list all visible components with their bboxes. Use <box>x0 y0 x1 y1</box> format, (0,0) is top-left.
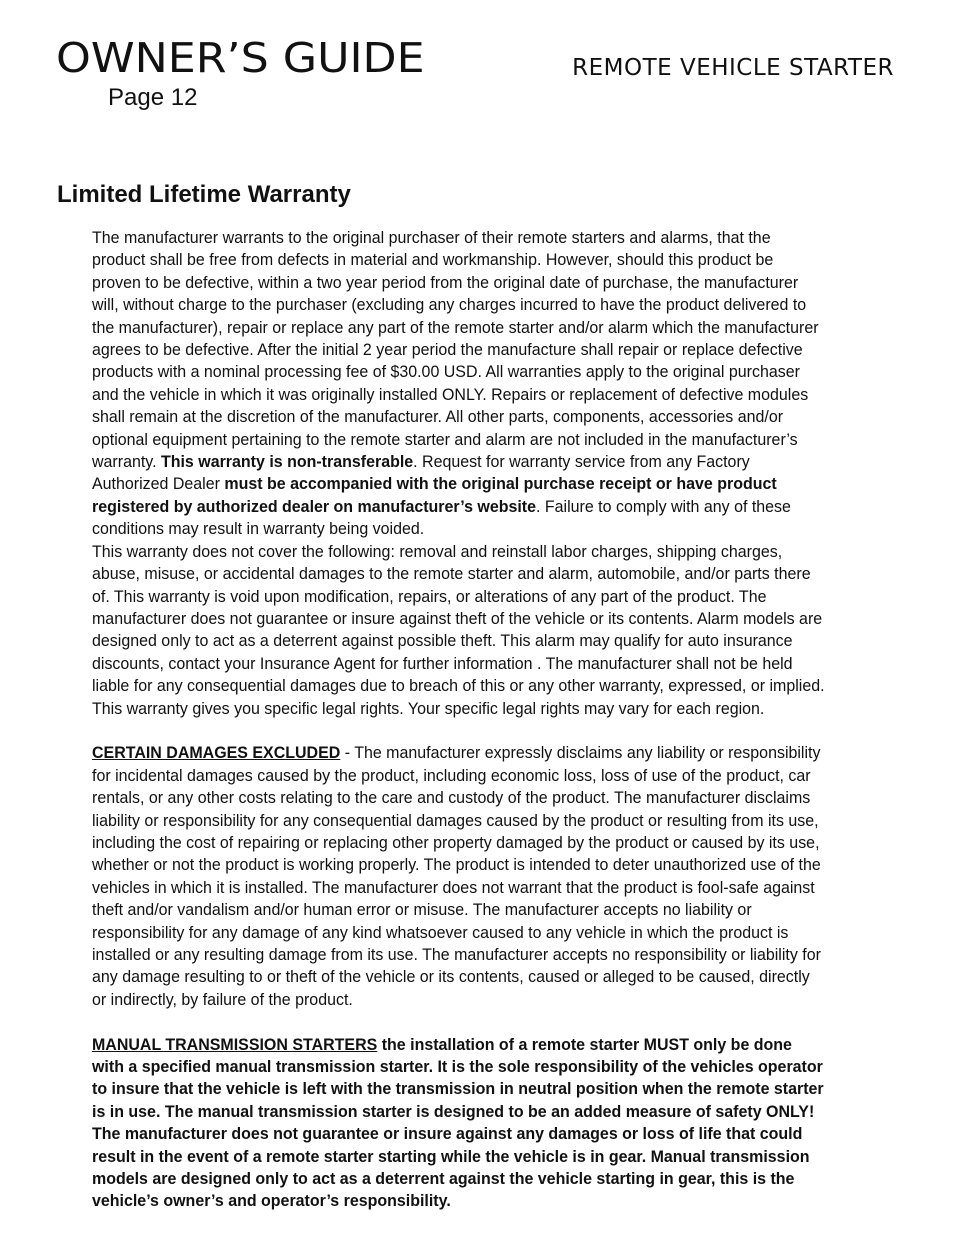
receipt-requirement: must be accompanied with the original purchase receipt or have product registered by authorized dealer on manufacturer’s website <box>92 474 777 516</box>
warranty-text-3: . Failure to comply with any of these conditions may result in warranty being voided. <box>92 496 791 539</box>
damages-text: - The manufacturer expressly disclaims any liability or responsibility for incidental damages caused by the product, including economic loss, loss of use of the product, car rentals, or any other costs relating to the care and custody of the product. The manufacturer disclaims liability or responsibility for any consequential damages caused by the product or resulting from its use, including the cost of repairing or replacing other property damaged by the product or caused by its use, whether or not the product is working properly. The product is intended to deter unauthorized use of the vehicles in which it is installed. The manufacturer does not warrant that the product is fool-safe against theft and/or vandalism and/or human error or misuse. The manufacturer accepts no liability or responsibility for any damage of any kind whatsoever caused to any vehicle in which the product is installed or any resulting damage from its use. The manufacturer accepts no responsibility or liability for any damage resulting to or theft of the vehicle or its contents, caused or alleged to be caused, directly or indirectly, by failure of the product. <box>92 743 821 1009</box>
coverage-paragraph: This warranty does not cover the following: removal and reinstall labor charges, shipping charges, abuse, misuse, or accidental damages to the remote starter and alarm, automobile, and/or parts there of. This warranty is void upon modification, repairs, or alterations of any part of the product. The manufacturer does not guarantee or insure against theft of the vehicle or its contents. Alarm models are designed only to act as a deterrent against possible theft. This alarm may qualify for auto insurance discounts, contact your Insurance Agent for further information . The manufacturer shall not be held liable for any consequential damages due to breach of this or any other warranty, expressed, or implied. This warranty gives you specific legal rights. Your specific legal rights may vary for each region. <box>92 541 825 718</box>
damages-paragraph <box>92 742 825 1011</box>
damages-excluded-label: CERTAIN DAMAGES EXCLUDED <box>92 743 341 763</box>
warranty-text-1: The manufacturer warrants to the original purchaser of their remote starters and alarms, that the product shall be free from defects in material and workmanship. However, should this product be proven to be defective, within a two year period from the original date of purchase, the manufacturer will, without charge to the purchaser (excluding any charges incurred to have the product delivered to the manufacturer), repair or replace any part of the remote starter and/or alarm which the manufacturer agrees to be defective. After the initial 2 year period the manufacture shall repair or replace defective products with a nominal processing fee of $30.00 USD. All warranties apply to the original purchaser and the vehicle in which it was originally installed ONLY. Repairs or replacement of defective modules shall remain at the discretion of the manufacturer. All other parts, components, accessories and/or optional equipment pertaining to the remote starter and alarm are not included in the manufacturer’s warranty. <box>92 228 819 472</box>
non-transferable-notice: This warranty is non-transferable <box>160 452 414 472</box>
manual-transmission-text: the installation of a remote starter MUST only be done with a specified manual transmission starter. It is the sole responsibility of the vehicles operator to insure that the vehicle is left with the transmission in neutral position when the remote starter is in use. The manual transmission starter is designed to be an added measure of safety ONLY! The manufacturer does not guarantee or insure against any damages or loss of life that could result in the event of a remote starter starting while the vehicle is in gear. Manual transmission models are designed only to act as a deterrent against the vehicle starting in gear, this is the vehicle’s owner’s and operator’s responsibility. <box>92 1034 824 1211</box>
guide-title: OWNER’S GUIDE <box>56 34 425 82</box>
warranty-text-2: . Request for warranty service from any Factory Authorized Dealer <box>92 452 750 494</box>
section-heading: Limited Lifetime Warranty <box>57 181 351 208</box>
page-number: Page 12 <box>108 84 198 111</box>
manual-transmission-label: MANUAL TRANSMISSION STARTERS <box>92 1034 378 1054</box>
warranty-body <box>92 227 825 1213</box>
warranty-paragraph <box>92 227 825 541</box>
manual-transmission-paragraph <box>92 1034 825 1213</box>
product-name: REMOTE VEHICLE STARTER <box>572 55 894 81</box>
